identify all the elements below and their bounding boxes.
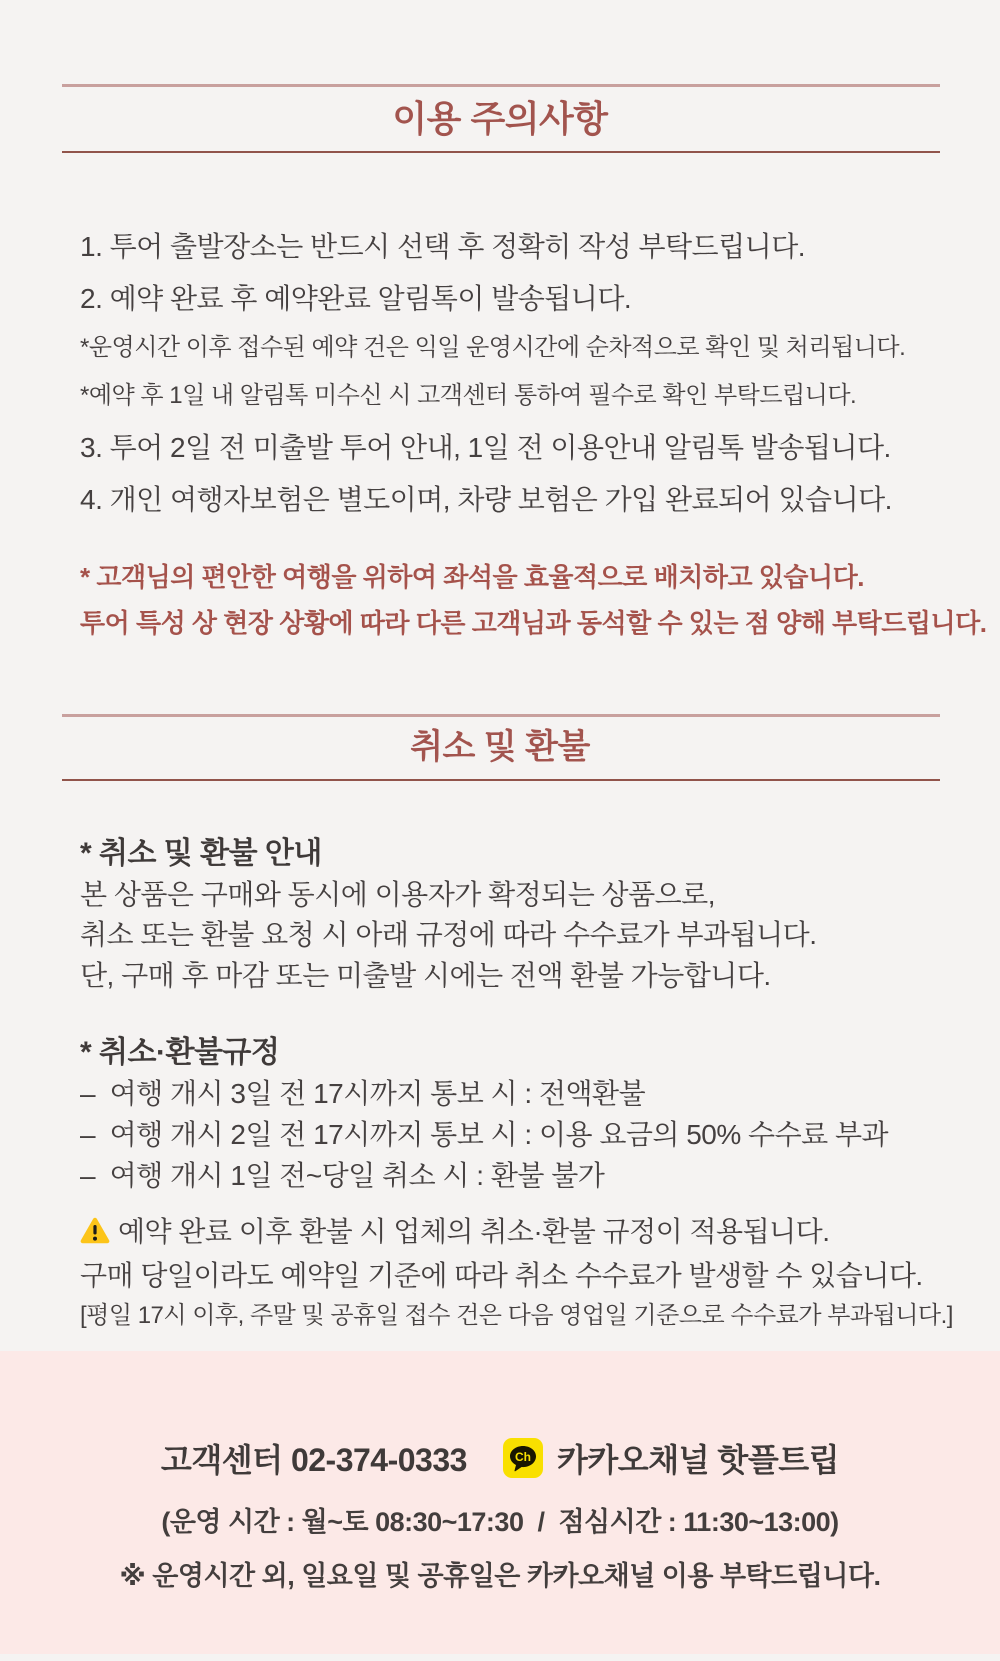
notice-item-2: 2. 예약 완료 후 예약완료 알림톡이 발송됩니다. (80, 282, 632, 314)
divider-bottom-dark (62, 779, 940, 781)
usage-notice-list (80, 227, 1000, 520)
warning-triangle-icon (80, 1215, 110, 1256)
refund-warning-line-2: 구매 당일이라도 예약일 기준에 따라 취소 수수료가 발생할 수 있습니다. (80, 1259, 923, 1291)
refund-guide-line-1: 본 상품은 구매와 동시에 이용자가 확정되는 상품으로, (80, 878, 716, 910)
section-usage-notice (0, 84, 1000, 647)
cancel-refund-title: 취소 및 환불 (410, 728, 590, 767)
notice-item-1: 1. 투어 출발장소는 반드시 선택 후 정확히 작성 부탁드립니다. (80, 231, 806, 262)
refund-policy-line-3: – 여행 개시 1일 전~당일 취소 시 : 환불 불가 (80, 1159, 605, 1191)
divider-bottom-dark (62, 151, 940, 153)
seat-note-line-2: 투어 특성 상 현장 상황에 따라 다른 고객님과 동석할 수 있는 점 양해 부탁드립니다. (80, 608, 987, 639)
customer-center-phone: 고객센터 02-374-0333 (160, 1442, 467, 1479)
divider-top-light (62, 84, 940, 87)
refund-policy-title: * 취소·환불규정 (80, 1036, 280, 1070)
notice-subnote-1: *운영시간 이후 접수된 예약 건은 익일 운영시간에 순차적으로 확인 및 처리됩니다. (80, 333, 906, 361)
refund-warning-line-3: [평일 17시 이후, 주말 및 공휴일 접수 건은 다음 영업일 기준으로 수수료가 부과됩니다.] (80, 1302, 953, 1330)
kakao-channel-name: 카카오채널 핫플트립 (556, 1442, 840, 1479)
refund-warning-block (80, 1212, 1000, 1334)
seat-arrangement-note (80, 554, 1000, 648)
notice-item-3: 3. 투어 2일 전 미출발 투어 안내, 1일 전 이용안내 알림톡 발송됩니다. (80, 432, 891, 464)
refund-policy-line-1: – 여행 개시 3일 전 17시까지 통보 시 : 전액환불 (80, 1078, 646, 1110)
divider-top-light (62, 714, 940, 717)
customer-center-footer (0, 1351, 1000, 1654)
customer-center-row (161, 1435, 839, 1481)
refund-policy-line-2: – 여행 개시 2일 전 17시까지 통보 시 : 이용 요금의 50% 수수료 부과 (80, 1119, 889, 1151)
kakao-icon-text: Ch (514, 1450, 531, 1465)
kakao-channel-icon (503, 1438, 543, 1478)
refund-guide-line-2: 취소 또는 환불 요청 시 아래 규정에 따라 수수료가 부과됩니다. (80, 919, 817, 951)
refund-guide-line-3: 단, 구매 후 마감 또는 미출발 시에는 전액 환불 가능합니다. (80, 959, 771, 991)
seat-note-line-1: * 고객님의 편안한 여행을 위하여 좌석을 효율적으로 배치하고 있습니다. (80, 561, 864, 592)
off-hours-note: ※ 운영시간 외, 일요일 및 공휴일은 카카오채널 이용 부탁드립니다. (119, 1561, 881, 1592)
usage-notice-title: 이용 주의사항 (392, 98, 608, 139)
business-hours: (운영 시간 : 월~토 08:30~17:30 / 점심시간 : 11:30~13:00) (161, 1507, 839, 1538)
section-cancel-refund (0, 714, 1000, 1334)
refund-warning-line-1 (80, 1212, 1000, 1256)
notice-subnote-2: *예약 후 1일 내 알림톡 미수신 시 고객센터 통하여 필수로 확인 부탁드립니다. (80, 382, 857, 410)
refund-guide-title: * 취소 및 환불 안내 (80, 836, 322, 870)
refund-warning-text-1: 예약 완료 이후 환불 시 업체의 취소·환불 규정이 적용됩니다. (118, 1216, 830, 1248)
notice-item-4: 4. 개인 여행자보험은 별도이며, 차량 보험은 가입 완료되어 있습니다. (80, 483, 892, 515)
